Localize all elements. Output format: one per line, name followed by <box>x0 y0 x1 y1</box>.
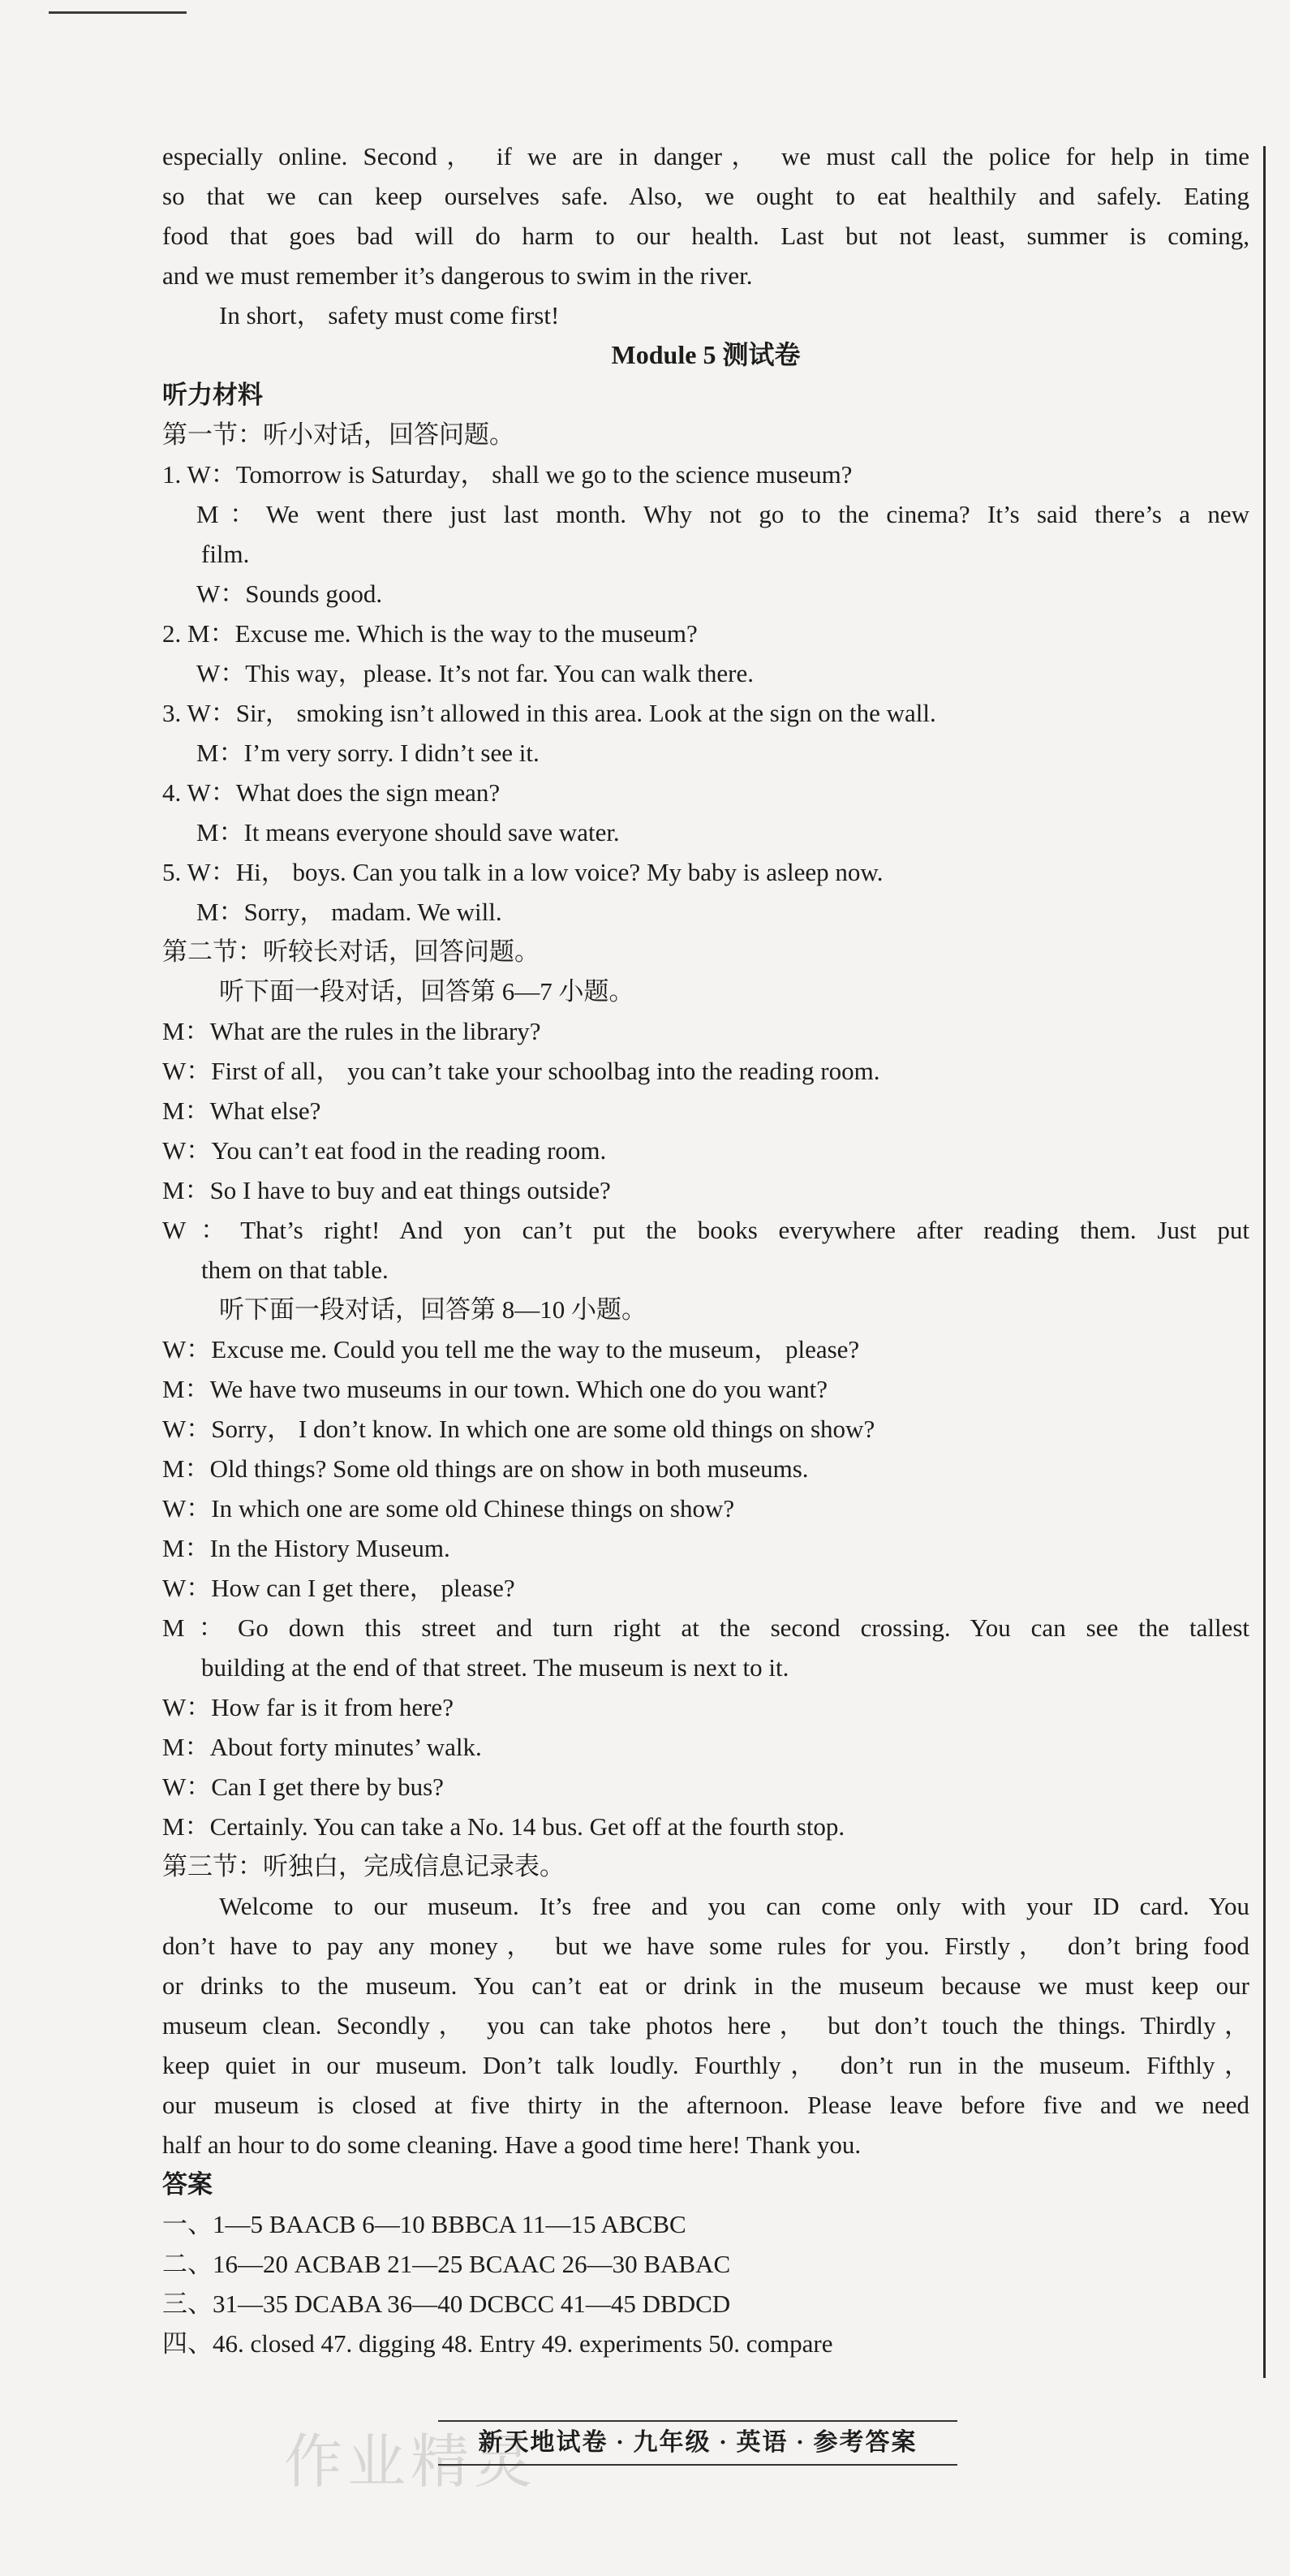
text-line: W：In which one are some old Chinese things on show? <box>162 1494 735 1523</box>
text-line: our museum is closed at five thirty in the afternoon. Please leave before five and we need <box>162 2091 1249 2119</box>
text-line: 四、46. closed 47. digging 48. Entry 49. experiments 50. compare <box>162 2329 833 2358</box>
page-footer: 新天地试卷 · 九年级 · 英语 · 参考答案 <box>438 2420 957 2466</box>
text-line: M：It means everyone should save water. <box>196 818 620 846</box>
text-line: M：Old things? Some old things are on show in both museums. <box>162 1454 809 1483</box>
text-line: 第三节：听独白，完成信息记录表。 <box>162 1852 565 1880</box>
text-line: building at the end of that street. The museum is next to it. <box>201 1653 789 1682</box>
text-line: 3. W：Sir， smoking isn’t allowed in this area. Look at the sign on the wall. <box>162 699 936 727</box>
text-line: 答案 <box>162 2170 213 2199</box>
text-line: 第二节：听较长对话，回答问题。 <box>162 937 540 966</box>
text-line: so that we can keep ourselves safe. Also, we ought to eat healthily and safely. Eating <box>162 182 1249 210</box>
text-line: W：Excuse me. Could you tell me the way to the museum， please? <box>162 1335 860 1363</box>
text-line: 二、16—20 ACBAB 21—25 BCAAC 26—30 BABAC <box>162 2250 731 2278</box>
text-line: W：How far is it from here? <box>162 1693 454 1721</box>
text-line: M：In the History Museum. <box>162 1534 450 1562</box>
top-rule <box>49 11 187 14</box>
text-line: don’t have to pay any money， but we have some rules for you. Firstly， don’t bring food <box>162 1932 1249 1960</box>
text-line: W：Sorry， I don’t know. In which one are some old things on show? <box>162 1415 875 1443</box>
text-line: M：Sorry， madam. We will. <box>196 898 502 926</box>
text-line: M：Certainly. You can take a No. 14 bus. Get off at the fourth stop. <box>162 1812 845 1841</box>
text-line: M：About forty minutes’ walk. <box>162 1733 482 1761</box>
text-line: 三、31—35 DCABA 36—40 DCBCC 41—45 DBDCD <box>162 2290 731 2318</box>
text-line: especially online. Second， if we are in danger， we must call the police for help in time <box>162 142 1249 170</box>
text-line: half an hour to do some cleaning. Have a good time here! Thank you. <box>162 2130 862 2159</box>
text-line: W：You can’t eat food in the reading room. <box>162 1136 607 1165</box>
text-line: M：I’m very sorry. I didn’t see it. <box>196 739 540 767</box>
text-line: 听下面一段对话，回答第 6—7 小题。 <box>219 977 634 1006</box>
text-line: 1. W：Tomorrow is Saturday， shall we go to the science museum? <box>162 460 853 489</box>
text-line: W：First of all， you can’t take your schoolbag into the reading room. <box>162 1057 880 1085</box>
text-line: 2. M：Excuse me. Which is the way to the museum? <box>162 619 698 648</box>
text-line: 4. W：What does the sign mean? <box>162 778 501 807</box>
text-line: them on that table. <box>201 1256 389 1284</box>
text-line: W：That’s right! And yon can’t put the books everywhere after reading them. Just put <box>162 1216 1249 1244</box>
text-line: 听下面一段对话，回答第 8—10 小题。 <box>219 1295 647 1324</box>
text-line: 第一节：听小对话，回答问题。 <box>162 420 514 449</box>
text-line: M：We have two museums in our town. Which one do you want? <box>162 1375 828 1403</box>
text-line: 一、1—5 BAACB 6—10 BBBCA 11—15 ABCBC <box>162 2210 686 2238</box>
text-line: W：Sounds good. <box>196 579 383 608</box>
text-line: In short， safety must come first! <box>219 301 560 330</box>
text-line: 听力材料 <box>162 381 263 409</box>
right-margin-rule <box>1263 146 1266 2378</box>
text-line: or drinks to the museum. You can’t eat or drink in the museum because we must keep our <box>162 1971 1249 2000</box>
watermark: 作业精灵 <box>284 2427 538 2496</box>
text-line: film. <box>201 540 250 568</box>
text-line: M：Go down this street and turn right at the second crossing. You can see the tallest <box>162 1613 1249 1642</box>
text-line: museum clean. Secondly， you can take photos here， but don’t touch the things. Thirdly， <box>162 2011 1249 2040</box>
text-line: M：What else? <box>162 1096 321 1125</box>
text-line: M：What are the rules in the library? <box>162 1017 541 1045</box>
text-line: keep quiet in our museum. Don’t talk loudly. Fourthly， don’t run in the museum. Fifthly， <box>162 2051 1249 2079</box>
text-line: W：Can I get there by bus? <box>162 1773 444 1801</box>
text-line: 5. W：Hi， boys. Can you talk in a low voice? My baby is asleep now. <box>162 858 884 886</box>
answer-key-text <box>162 136 1249 2363</box>
text-line: food that goes bad will do harm to our health. Last but not least, summer is coming, <box>162 222 1249 250</box>
text-line: Welcome to our museum. It’s free and you can come only with your ID card. You <box>219 1892 1249 1920</box>
text-line: M：So I have to buy and eat things outside? <box>162 1176 611 1204</box>
text-line: and we must remember it’s dangerous to swim in the river. <box>162 261 753 290</box>
text-line: M：We went there just last month. Why not go to the cinema? It’s said there’s a new <box>196 500 1249 528</box>
text-line: W：How can I get there， please? <box>162 1574 515 1602</box>
text-line: W：This way，please. It’s not far. You can walk there. <box>196 659 755 687</box>
text-line: Module 5 测试卷 <box>611 340 801 369</box>
